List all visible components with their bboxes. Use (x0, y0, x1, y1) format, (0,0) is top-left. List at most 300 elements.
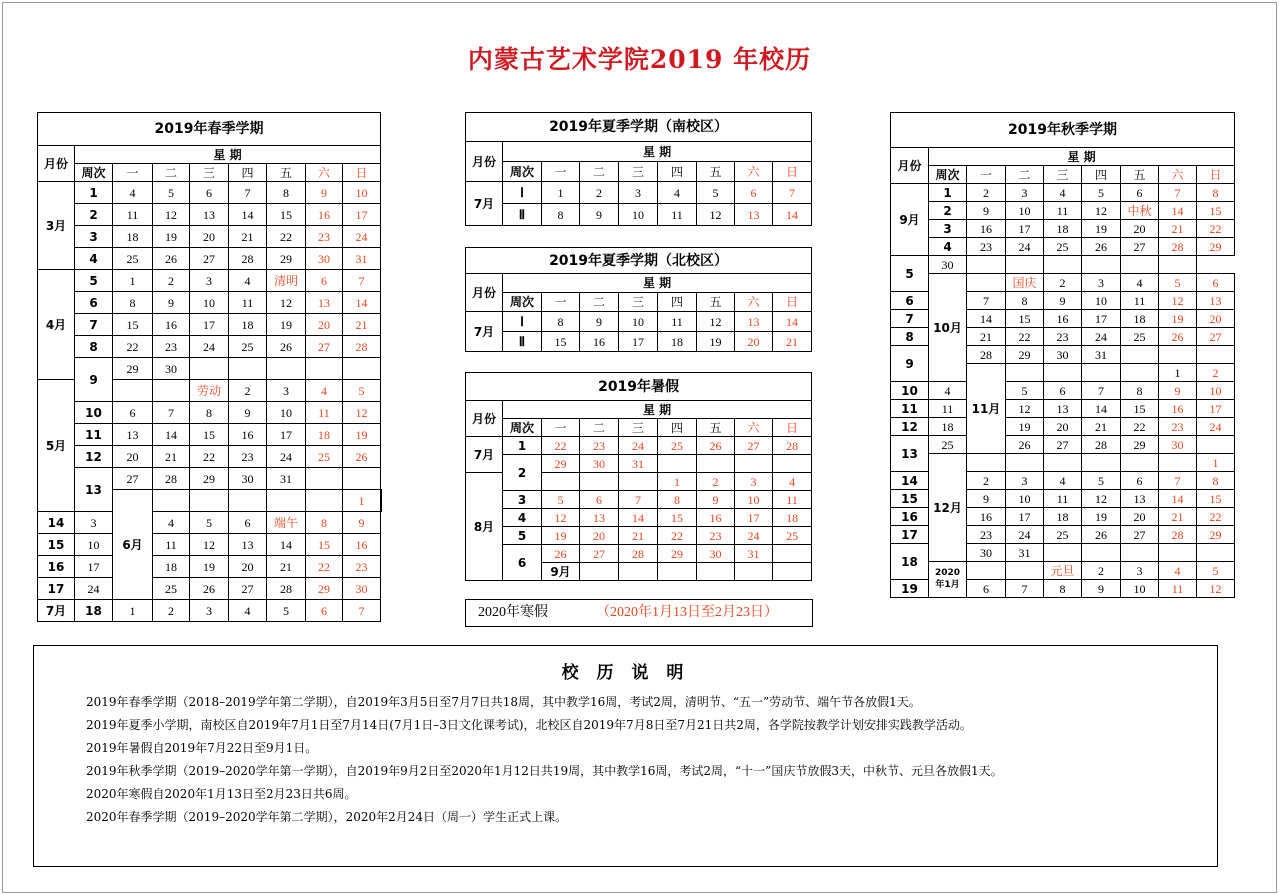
month-label: 9月 (542, 563, 580, 581)
day-cell: 26 (267, 336, 306, 358)
week-number: 2 (929, 202, 967, 220)
week-row (38, 556, 382, 578)
day-cell: 13 (1121, 490, 1159, 508)
day-cell: 10 (1197, 382, 1235, 400)
day-cell: 27 (1121, 526, 1159, 544)
day-cell: 29 (190, 468, 229, 490)
week-number-header: 周次 (503, 162, 542, 182)
day-cell (1159, 454, 1197, 472)
day-cell: 9 (306, 182, 343, 204)
day-cell: 27 (113, 468, 153, 490)
day-header: 五 (267, 164, 306, 182)
day-header: 三 (190, 164, 229, 182)
day-cell: 7 (619, 491, 658, 509)
day-cell (1006, 562, 1044, 580)
day-cell: 20 (735, 332, 773, 352)
day-cell: 12 (697, 204, 735, 226)
summer-vacation-table (465, 372, 812, 581)
day-cell: 22 (190, 446, 229, 468)
day-cell: 29 (306, 578, 343, 600)
day-cell: 10 (1082, 292, 1121, 310)
week-row (38, 336, 382, 358)
day-cell (1044, 544, 1082, 562)
day-cell: 18 (113, 226, 153, 248)
day-cell: 29 (267, 248, 306, 270)
day-cell: 9 (229, 402, 267, 424)
day-header: 六 (735, 419, 773, 437)
day-cell: 23 (229, 446, 267, 468)
day-cell: 5 (1159, 274, 1197, 292)
day-cell: 19 (267, 314, 306, 336)
week-number: 1 (929, 184, 967, 202)
day-cell (1006, 256, 1044, 274)
day-cell: 12 (1159, 292, 1197, 310)
day-cell: 5 (697, 182, 735, 204)
day-cell: 14 (773, 204, 812, 226)
day-cell: 18 (1044, 220, 1082, 238)
month-label: 7月 (38, 600, 75, 622)
week-number: 17 (38, 578, 75, 600)
day-header: 日 (773, 419, 812, 437)
week-row (891, 202, 1235, 220)
week-number: 5 (891, 256, 929, 292)
day-cell: 3 (1006, 472, 1044, 490)
week-number: 13 (75, 468, 113, 512)
day-cell: 16 (1044, 310, 1082, 328)
semester-title: 2019年暑假 (466, 373, 812, 401)
day-cell: 15 (267, 204, 306, 226)
day-cell: 25 (658, 437, 697, 455)
day-header: 一 (113, 164, 153, 182)
day-cell: 22 (1121, 418, 1159, 436)
day-cell (1159, 256, 1197, 274)
day-cell: 20 (229, 556, 267, 578)
week-number: 3 (929, 220, 967, 238)
day-cell: 26 (1006, 436, 1044, 454)
day-cell (113, 380, 153, 402)
day-cell (229, 490, 267, 512)
day-cell (580, 563, 619, 581)
day-cell: 3 (1082, 274, 1121, 292)
week-row (466, 455, 812, 473)
day-cell: 17 (1082, 310, 1121, 328)
day-header: 三 (619, 162, 658, 182)
day-cell: 5 (1197, 562, 1235, 580)
day-cell: 2 (153, 270, 190, 292)
week-number: 3 (75, 226, 113, 248)
day-cell: 3 (1006, 184, 1044, 202)
day-header: 一 (542, 293, 580, 312)
day-cell: 9 (580, 204, 619, 226)
day-cell: 6 (229, 512, 267, 534)
winter-vacation-range: （2020年1月13日至2月23日） (596, 605, 778, 620)
day-cell: 6 (113, 402, 153, 424)
month-header: 月份 (466, 142, 503, 182)
day-cell: 21 (619, 527, 658, 545)
day-cell: 22 (306, 556, 343, 578)
day-cell: 27 (1197, 328, 1235, 346)
day-cell: 12 (153, 204, 190, 226)
day-cell: 19 (1159, 310, 1197, 328)
week-row (466, 527, 812, 545)
day-cell: 16 (229, 424, 267, 446)
day-cell (1006, 364, 1044, 382)
day-cell (306, 490, 343, 512)
week-row (38, 358, 382, 380)
day-cell: 28 (343, 336, 381, 358)
week-number: Ⅱ (503, 204, 542, 226)
day-cell (697, 455, 735, 473)
day-cell: 8 (1006, 292, 1044, 310)
day-cell: 11 (1044, 490, 1082, 508)
day-cell: 17 (75, 556, 113, 578)
day-cell (1082, 544, 1121, 562)
day-cell: 7 (229, 182, 267, 204)
day-cell (343, 358, 381, 380)
autumn-semester-table (890, 112, 1235, 598)
week-row (38, 600, 382, 622)
semester-title: 2019年秋季学期 (891, 113, 1235, 148)
day-cell: 15 (1197, 490, 1235, 508)
day-cell (1121, 544, 1159, 562)
week-number: 4 (75, 248, 113, 270)
week-number: 16 (891, 508, 929, 526)
day-cell (343, 468, 381, 490)
week-number-header: 周次 (929, 166, 967, 184)
day-cell: 6 (1121, 184, 1159, 202)
day-cell: 14 (619, 509, 658, 527)
day-cell: 16 (967, 508, 1006, 526)
day-cell: 25 (229, 336, 267, 358)
day-cell: 14 (1082, 400, 1121, 418)
day-cell: 6 (1044, 382, 1082, 400)
day-cell: 1 (542, 182, 580, 204)
day-cell: 11 (1159, 580, 1197, 598)
day-cell: 3 (1121, 562, 1159, 580)
day-header: 六 (1159, 166, 1197, 184)
day-cell (1082, 256, 1121, 274)
day-cell: 15 (658, 509, 697, 527)
week-row (891, 418, 1235, 436)
day-cell: 27 (735, 437, 773, 455)
day-cell (381, 490, 382, 512)
day-cell (1006, 454, 1044, 472)
day-cell: 31 (267, 468, 306, 490)
page-title: 内蒙古艺术学院2019 年校历 (467, 45, 812, 74)
day-cell: 20 (190, 226, 229, 248)
day-cell: 8 (1121, 382, 1159, 400)
week-row (466, 437, 812, 455)
day-cell: 1 (658, 473, 697, 491)
day-cell: 28 (153, 468, 190, 490)
holiday-cell: 端午 (267, 512, 306, 534)
day-cell (773, 563, 812, 581)
day-cell: 4 (1121, 274, 1159, 292)
day-cell: 25 (773, 527, 812, 545)
day-cell: 17 (735, 509, 773, 527)
day-cell: 24 (1006, 238, 1044, 256)
day-cell: 11 (153, 534, 190, 556)
day-cell: 4 (229, 270, 267, 292)
day-cell: 24 (619, 437, 658, 455)
day-cell (1197, 544, 1235, 562)
day-cell: 20 (113, 446, 153, 468)
day-cell: 17 (1197, 400, 1235, 418)
day-cell: 13 (306, 292, 343, 314)
day-cell: 18 (306, 424, 343, 446)
day-cell: 2 (1044, 274, 1082, 292)
day-cell (1044, 364, 1082, 382)
day-cell (267, 490, 306, 512)
day-cell: 23 (967, 238, 1006, 256)
day-cell (619, 473, 658, 491)
day-cell: 26 (1082, 238, 1121, 256)
day-cell: 21 (153, 446, 190, 468)
week-row (38, 446, 382, 468)
day-header: 四 (229, 164, 267, 182)
week-row (38, 182, 382, 204)
week-number: 18 (75, 600, 113, 622)
day-cell (1159, 544, 1197, 562)
day-cell: 29 (542, 455, 580, 473)
day-cell: 23 (306, 226, 343, 248)
day-cell: 2 (1197, 364, 1235, 382)
day-cell: 16 (153, 314, 190, 336)
day-cell: 22 (1197, 508, 1235, 526)
day-cell: 5 (153, 182, 190, 204)
day-cell: 26 (343, 446, 381, 468)
week-number: 9 (891, 346, 929, 382)
month-label: 7月 (466, 182, 503, 226)
day-cell: 24 (1082, 328, 1121, 346)
weekday-header: 星 期 (929, 148, 1235, 166)
day-cell (967, 256, 1006, 274)
month-label: 9月 (891, 184, 929, 256)
day-cell (1197, 436, 1235, 454)
month-label: 6月 (113, 490, 153, 600)
day-header: 四 (1082, 166, 1121, 184)
week-number: 19 (891, 580, 929, 598)
spring-semester-table (37, 112, 382, 622)
day-header: 二 (580, 293, 619, 312)
week-row (38, 424, 382, 446)
day-cell: 21 (1159, 508, 1197, 526)
week-row (38, 248, 382, 270)
day-cell: 23 (1044, 328, 1082, 346)
day-cell: 20 (306, 314, 343, 336)
day-cell: 11 (929, 400, 967, 418)
day-cell: 6 (735, 182, 773, 204)
week-number: 15 (891, 490, 929, 508)
day-cell: 21 (1159, 220, 1197, 238)
day-cell: 8 (1044, 580, 1082, 598)
week-row (466, 182, 812, 204)
day-cell: 30 (229, 468, 267, 490)
day-cell (967, 562, 1006, 580)
day-cell (1082, 364, 1121, 382)
week-row (891, 220, 1235, 238)
day-cell: 3 (267, 380, 306, 402)
day-cell: 27 (1044, 436, 1082, 454)
day-cell (190, 358, 229, 380)
day-cell (1082, 454, 1121, 472)
day-cell: 24 (1006, 526, 1044, 544)
day-cell: 22 (267, 226, 306, 248)
day-cell: 2 (967, 184, 1006, 202)
day-cell: 12 (697, 312, 735, 332)
day-cell: 11 (658, 312, 697, 332)
week-row (466, 509, 812, 527)
day-cell: 30 (1159, 436, 1197, 454)
week-row (38, 512, 382, 534)
day-cell: 4 (113, 182, 153, 204)
day-cell (658, 455, 697, 473)
day-cell: 14 (153, 424, 190, 446)
day-cell (306, 468, 343, 490)
day-cell: 11 (773, 491, 812, 509)
day-cell: 28 (773, 437, 812, 455)
week-number: 7 (75, 314, 113, 336)
month-header: 月份 (466, 274, 503, 312)
day-cell: 13 (735, 204, 773, 226)
day-cell: 9 (967, 202, 1006, 220)
day-cell: 22 (1197, 220, 1235, 238)
day-cell: 7 (343, 600, 381, 622)
day-cell: 26 (153, 248, 190, 270)
day-cell: 3 (75, 512, 113, 534)
month-header: 月份 (38, 146, 75, 182)
day-cell: 23 (967, 526, 1006, 544)
day-cell: 11 (306, 402, 343, 424)
day-cell: 17 (1006, 220, 1044, 238)
day-header: 日 (773, 162, 812, 182)
day-cell: 8 (306, 512, 343, 534)
day-cell: 16 (967, 220, 1006, 238)
day-cell: 19 (1082, 220, 1121, 238)
day-cell: 14 (229, 204, 267, 226)
day-cell: 15 (1121, 400, 1159, 418)
day-cell: 2 (580, 182, 619, 204)
day-cell: 9 (343, 512, 381, 534)
day-cell: 10 (190, 292, 229, 314)
day-cell: 8 (542, 312, 580, 332)
day-cell: 11 (229, 292, 267, 314)
day-cell (1159, 346, 1197, 364)
day-cell: 7 (773, 182, 812, 204)
week-number: 5 (503, 527, 542, 545)
week-number: 1 (75, 182, 113, 204)
day-cell: 14 (967, 310, 1006, 328)
week-number: 6 (891, 292, 929, 310)
day-cell: 17 (619, 332, 658, 352)
weekday-header: 星 期 (503, 401, 812, 419)
day-cell: 11 (658, 204, 697, 226)
day-cell: 4 (1159, 562, 1197, 580)
day-cell (773, 455, 812, 473)
day-cell: 4 (1044, 184, 1082, 202)
week-number: 18 (891, 544, 929, 580)
day-cell: 20 (580, 527, 619, 545)
day-cell: 5 (1082, 184, 1121, 202)
day-header: 五 (697, 293, 735, 312)
day-cell: 8 (1197, 184, 1235, 202)
day-cell: 8 (542, 204, 580, 226)
day-cell (735, 455, 773, 473)
day-cell (190, 490, 229, 512)
day-cell: 9 (1082, 580, 1121, 598)
day-cell: 30 (1044, 346, 1082, 364)
day-header: 二 (580, 162, 619, 182)
day-cell: 20 (1121, 220, 1159, 238)
note-paragraph: 2019年秋季学期（2019–2020学年第一学期），自2019年9月2日至2020年1月12日共19周，其中教学16周，考试2周，“十一”国庆节放假3天，中秋节、元旦各放假1天。 (86, 764, 1003, 778)
day-cell: 6 (306, 270, 343, 292)
note-paragraph: 2020年春季学期（2019–2020学年第二学期），2020年2月24日（周一）学生正式上课。 (86, 810, 568, 824)
day-cell: 24 (190, 336, 229, 358)
semester-title: 2019年夏季学期（北校区） (466, 248, 812, 274)
day-cell: 1 (1197, 454, 1235, 472)
day-cell: 23 (1159, 418, 1197, 436)
day-cell: 12 (1197, 580, 1235, 598)
day-header: 六 (306, 164, 343, 182)
day-cell: 28 (1159, 526, 1197, 544)
week-number: 11 (891, 400, 929, 418)
day-cell: 10 (267, 402, 306, 424)
day-cell: 7 (1159, 472, 1197, 490)
day-cell: 13 (580, 509, 619, 527)
day-cell: 13 (1197, 292, 1235, 310)
day-header: 六 (735, 162, 773, 182)
day-cell: 29 (113, 358, 153, 380)
holiday-cell: 元旦 (1044, 562, 1082, 580)
day-cell (697, 563, 735, 581)
week-number: 2 (75, 204, 113, 226)
day-header: 六 (735, 293, 773, 312)
day-cell: 24 (1197, 418, 1235, 436)
day-cell (229, 358, 267, 380)
day-cell: 31 (343, 248, 381, 270)
week-row (891, 454, 1235, 472)
week-row (38, 270, 382, 292)
day-cell: 30 (697, 545, 735, 563)
week-row (891, 184, 1235, 202)
day-cell: 4 (306, 380, 343, 402)
day-cell: 22 (658, 527, 697, 545)
week-row (466, 332, 812, 352)
calendar-notes (33, 645, 1218, 867)
day-cell: 26 (697, 437, 735, 455)
day-cell: 10 (619, 312, 658, 332)
week-number: 8 (75, 336, 113, 358)
day-cell: 16 (580, 332, 619, 352)
day-cell: 30 (153, 358, 190, 380)
day-cell: 22 (113, 336, 153, 358)
day-cell: 15 (113, 314, 153, 336)
week-number: 6 (75, 292, 113, 314)
day-cell: 25 (306, 446, 343, 468)
day-header: 五 (1121, 166, 1159, 184)
day-cell: 27 (1121, 238, 1159, 256)
day-cell: 15 (1197, 202, 1235, 220)
day-cell (1121, 364, 1159, 382)
day-cell: 11 (113, 204, 153, 226)
day-cell: 5 (190, 512, 229, 534)
day-header: 四 (658, 162, 697, 182)
weekday-header: 星 期 (503, 142, 812, 162)
week-row (891, 256, 1235, 274)
day-cell: 17 (267, 424, 306, 446)
week-number-header: 周次 (75, 164, 113, 182)
day-cell: 13 (229, 534, 267, 556)
